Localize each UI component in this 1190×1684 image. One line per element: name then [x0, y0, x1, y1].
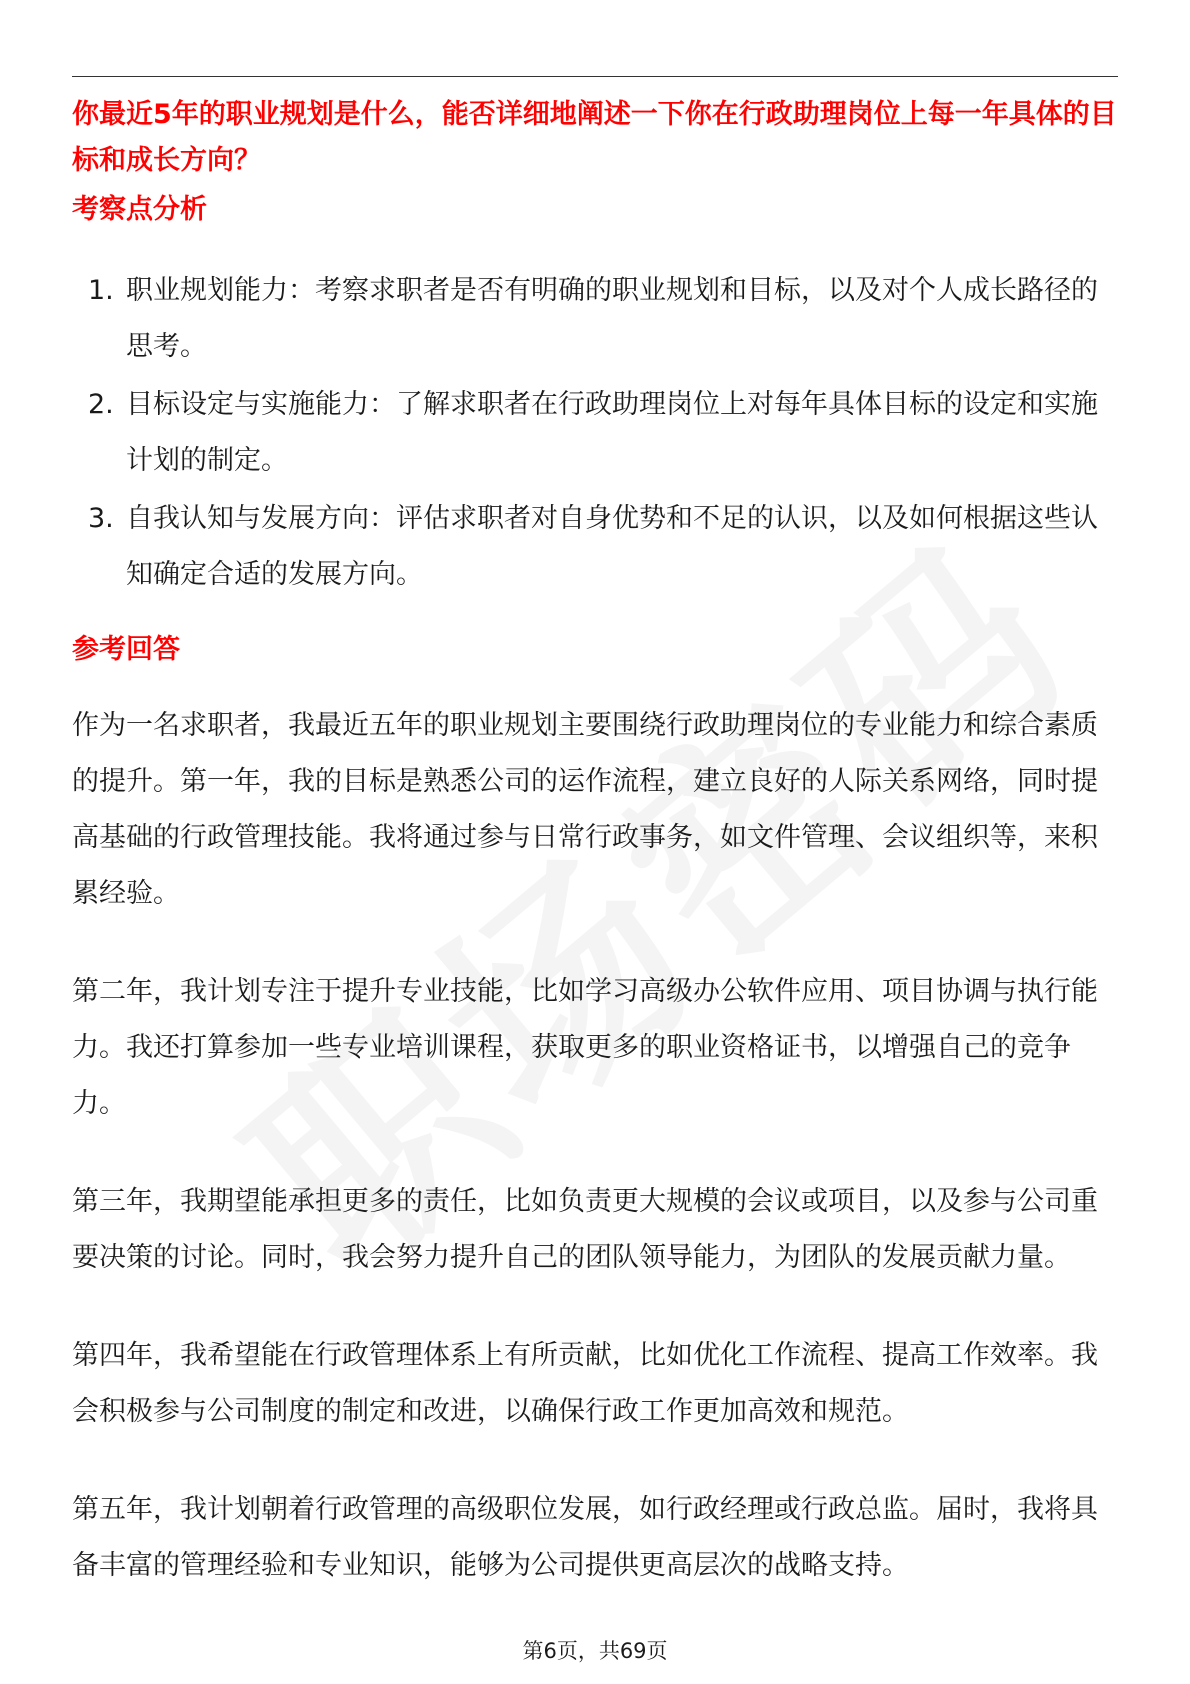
list-number: 3. — [88, 503, 114, 534]
question-title: 你最近5年的职业规划是什么，能否详细地阐述一下你在行政助理岗位上每一年具体的目标和成长方向？ — [72, 99, 1117, 176]
analysis-item — [72, 377, 1122, 489]
answer-paragraph: 第四年，我希望能在行政管理体系上有所贡献，比如优化工作流程、提高工作效率。我会积极参与公司制度的制定和改进，以确保行政工作更加高效和规范。 — [72, 1340, 1098, 1427]
analysis-item-text: 自我认知与发展方向：评估求职者对自身优势和不足的认识，以及如何根据这些认知确定合适的发展方向。 — [126, 503, 1098, 590]
analysis-item-text: 职业规划能力：考察求职者是否有明确的职业规划和目标，以及对个人成长路径的思考。 — [126, 275, 1098, 362]
answer-heading: 参考回答 — [72, 634, 180, 665]
analysis-item — [72, 491, 1122, 603]
page-footer: 第6页，共69页 — [522, 1639, 668, 1663]
list-number: 1. — [88, 275, 114, 306]
answer-paragraph: 作为一名求职者，我最近五年的职业规划主要围绕行政助理岗位的专业能力和综合素质的提升。第一年，我的目标是熟悉公司的运作流程，建立良好的人际关系网络，同时提高基础的行政管理技能。我将通过参与日常行政事务，如文件管理、会议组织等，来积累经验。 — [72, 710, 1098, 909]
analysis-list — [72, 263, 1122, 605]
answer-paragraph: 第二年，我计划专注于提升专业技能，比如学习高级办公软件应用、项目协调与执行能力。我还打算参加一些专业培训课程，获取更多的职业资格证书，以增强自己的竞争力。 — [72, 976, 1098, 1119]
analysis-item — [72, 263, 1122, 375]
analysis-item-text: 目标设定与实施能力：了解求职者在行政助理岗位上对每年具体目标的设定和实施计划的制定。 — [126, 389, 1098, 476]
answer-paragraph: 第五年，我计划朝着行政管理的高级职位发展，如行政经理或行政总监。届时，我将具备丰富的管理经验和专业知识，能够为公司提供更高层次的战略支持。 — [72, 1494, 1098, 1581]
analysis-heading: 考察点分析 — [72, 194, 207, 225]
top-divider — [72, 76, 1118, 77]
list-number: 2. — [88, 389, 114, 420]
answer-body — [72, 698, 1124, 1636]
answer-paragraph: 第三年，我期望能承担更多的责任，比如负责更大规模的会议或项目，以及参与公司重要决策的讨论。同时，我会努力提升自己的团队领导能力，为团队的发展贡献力量。 — [72, 1186, 1098, 1273]
